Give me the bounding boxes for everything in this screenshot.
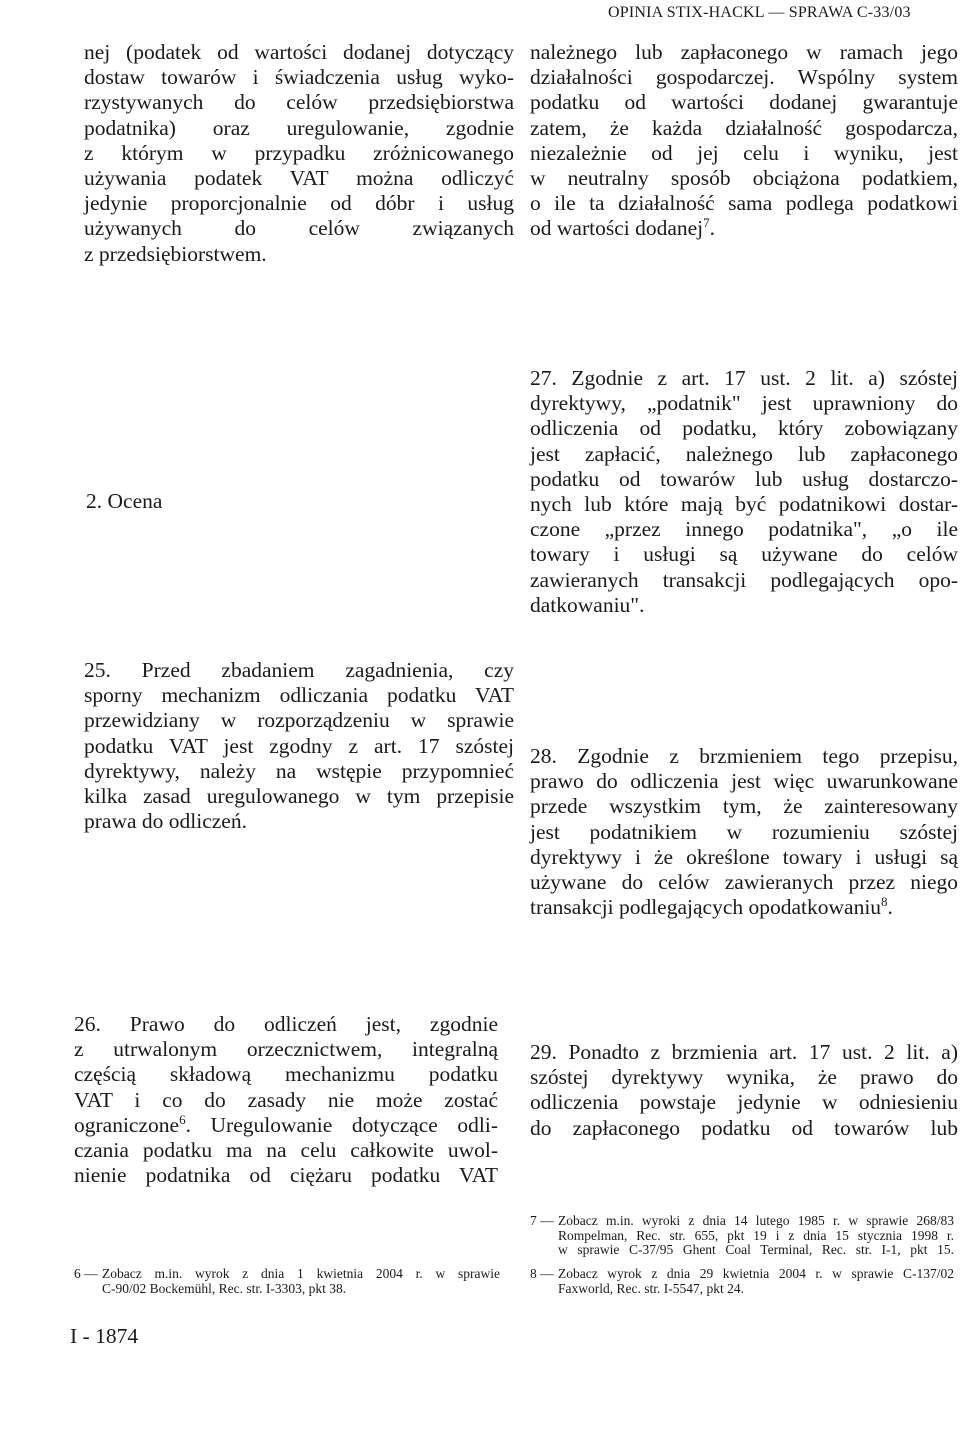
paragraph-25 <box>84 658 514 834</box>
text-line: 26. Prawo do odliczeń jest, zgodnie <box>74 1012 498 1036</box>
text-line: sporny mechanizm odliczania podatku VAT <box>84 683 514 708</box>
footnote-ref-8[interactable]: 8 <box>881 894 888 910</box>
text-line: nych lub które mają być podatnikowi dostar- <box>530 492 958 517</box>
text-line <box>74 1113 498 1138</box>
text-line: używanych do celów związanych <box>84 216 514 241</box>
text-line: prawa do odliczeń. <box>84 809 247 834</box>
text-line: o ile ta działalność sama podlega podatkowi <box>530 191 958 216</box>
text-line: należnego lub zapłaconego w ramach jego <box>530 40 958 64</box>
footnote-8 <box>530 1267 954 1296</box>
footnote-line: Zobacz wyrok z dnia 29 kwietnia 2004 r. w sprawie C-137/02 <box>558 1266 954 1281</box>
text-line: 28. Zgodnie z brzmieniem tego przepisu, <box>530 744 958 768</box>
text-line: dyrektywy, należy na wstępie przypomnieć <box>84 758 514 783</box>
text-line: jest zapłacić, należnego lub zapłaconego <box>530 441 958 466</box>
section-heading: 2. Ocena <box>86 489 163 513</box>
left-paragraph-continuation <box>84 40 514 267</box>
paragraph-29 <box>530 1040 958 1141</box>
text-line: 29. Ponadto z brzmienia art. 17 ust. 2 lit. a) <box>530 1040 958 1064</box>
text-line: z przedsiębiorstwem. <box>84 241 267 266</box>
text-line: czone „przez innego podatnika", „o ile <box>530 517 958 542</box>
text-line: podatnika) oraz uregulowanie, zgodnie <box>84 115 514 140</box>
footnote-line: C-90/02 Bockemühl, Rec. str. I-3303, pkt 38. <box>102 1280 347 1296</box>
text-line: podatku od towarów lub usług dostarczo- <box>530 466 958 491</box>
text-line: nej (podatek od wartości dodanej dotyczący <box>84 40 514 64</box>
text-line: kilka zasad uregulowanego w tym przepisie <box>84 784 514 809</box>
text-line <box>530 895 958 920</box>
text-line: dyrektywy, „podatnik" jest uprawniony do <box>530 391 958 416</box>
text-line: podatku od wartości dodanej gwarantuje <box>530 90 958 115</box>
text-fragment: transakcji podlegających opodatkowaniu <box>530 895 882 920</box>
text-fragment: . Uregulowanie dotyczące odli- <box>185 1112 498 1137</box>
text-line: zawieranych transakcji podlegających opo- <box>530 567 958 592</box>
paragraph-26 <box>74 1012 498 1188</box>
text-line: z utrwalonym orzecznictwem, integralną <box>74 1037 498 1062</box>
text-line: datkowaniu". <box>530 592 645 617</box>
text-line: czania podatku ma na celu całkowite uwol- <box>74 1138 498 1163</box>
footnote-number: 7 — <box>530 1213 554 1228</box>
text-line: VAT i co do zasady nie może zostać <box>74 1087 498 1112</box>
footnote-line: Faxworld, Rec. str. I-5547, pkt 24. <box>558 1280 744 1296</box>
text-line: w neutralny sposób obciążona podatkiem, <box>530 166 958 191</box>
paragraph-28 <box>530 744 958 920</box>
text-line: dyrektywy i że określone towary i usługi są <box>530 844 958 869</box>
text-line: przewidziany w rozporządzeniu w sprawie <box>84 708 514 733</box>
text-line <box>530 216 958 241</box>
text-line: jedynie proporcjonalnie od dóbr i usług <box>84 191 514 216</box>
text-line: podatku VAT jest zgodny z art. 17 szóstej <box>84 733 514 758</box>
text-line: jest podatnikiem w rozumieniu szóstej <box>530 819 958 844</box>
footnote-7 <box>530 1214 954 1258</box>
footnote-line: Zobacz m.in. wyroki z dnia 14 lutego 1985 r. w sprawie 268/83 <box>558 1213 954 1228</box>
text-line: używania podatek VAT można odliczyć <box>84 166 514 191</box>
footnote-line: Rompelman, Rec. str. 655, pkt 19 i z dnia 15 stycznia 1998 r. <box>558 1227 954 1243</box>
text-line: towary i usługi są używane do celów <box>530 542 958 567</box>
text-line: 25. Przed zbadaniem zagadnienia, czy <box>84 658 514 682</box>
text-fragment: ograniczone <box>74 1112 180 1137</box>
running-header: OPINIA STIX-HACKL — SPRAWA C-33/03 <box>608 4 911 21</box>
text-line: prawo do odliczenia jest więc uwarunkowane <box>530 769 958 794</box>
text-line: 27. Zgodnie z art. 17 ust. 2 lit. a) szóstej <box>530 366 958 390</box>
text-line: używane do celów zawieranych przez niego <box>530 870 958 895</box>
text-line: odliczenia powstaje jedynie w odniesieniu <box>530 1090 958 1115</box>
footnote-line: Zobacz m.in. wyrok z dnia 1 kwietnia 2004 r. w sprawie <box>102 1266 500 1281</box>
footnote-ref-7[interactable]: 7 <box>703 215 710 231</box>
page-number: I - 1874 <box>70 1324 139 1348</box>
text-line: nienie podatnika od ciężaru podatku VAT <box>74 1163 498 1188</box>
footnote-number: 8 — <box>530 1266 554 1281</box>
text-line: przede wszystkim tym, że zainteresowany <box>530 794 958 819</box>
text-fragment: od wartości dodanej <box>530 216 704 241</box>
text-line: do zapłaconego podatku od towarów lub <box>530 1115 958 1140</box>
text-line: z którym w przypadku zróżnicowanego <box>84 140 514 165</box>
text-fragment: . <box>887 895 893 920</box>
text-line: szóstej dyrektywy wynika, że prawo do <box>530 1065 958 1090</box>
right-paragraph-continuation <box>530 40 958 242</box>
text-line: niezależnie od jej celu i wyniku, jest <box>530 140 958 165</box>
text-line: rzystywanych do celów przedsiębiorstwa <box>84 90 514 115</box>
text-line: zatem, że każda działalność gospodarcza, <box>530 115 958 140</box>
footnote-number: 6 — <box>74 1266 98 1281</box>
footnote-6 <box>74 1267 500 1296</box>
text-fragment: . <box>709 216 716 241</box>
paragraph-27 <box>530 366 958 618</box>
text-line: działalności gospodarczej. Wspólny system <box>530 65 958 90</box>
text-line: odliczenia od podatku, który zobowiązany <box>530 416 958 441</box>
text-line: częścią składową mechanizmu podatku <box>74 1062 498 1087</box>
text-line: dostaw towarów i świadczenia usług wyko- <box>84 65 514 90</box>
footnote-line: w sprawie C-37/95 Ghent Coal Terminal, Rec. str. I-1, pkt 15. <box>558 1242 954 1258</box>
footnote-ref-6[interactable]: 6 <box>179 1111 186 1127</box>
